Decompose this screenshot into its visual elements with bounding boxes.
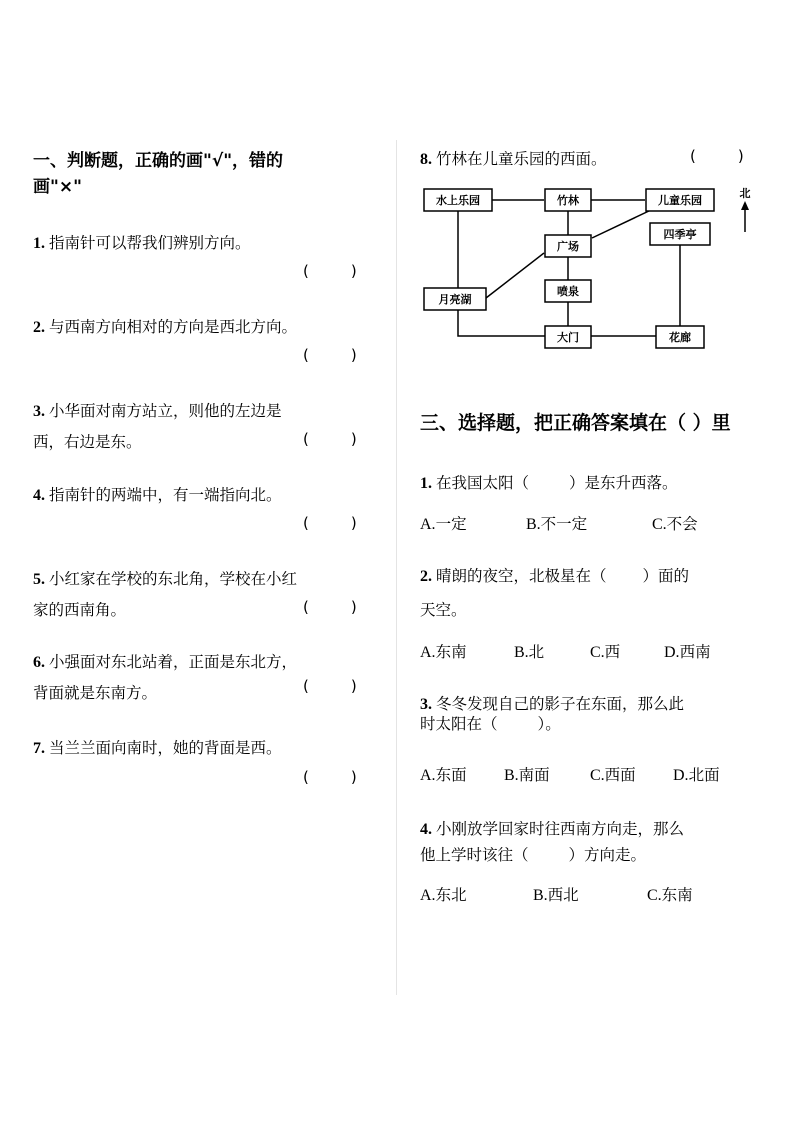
choice-question-2-line2: 天空。 <box>420 601 467 619</box>
judge-question-5: 5. 小红家在学校的东北角，学校在小红 <box>33 570 298 588</box>
choice-4-option-b[interactable]: B.西北 <box>533 886 579 904</box>
judge-question-8: 8. 竹林在儿童乐园的西面。 <box>420 150 607 168</box>
judge-question-4: 4. 指南针的两端中，有一端指向北。 <box>33 486 282 504</box>
path-plaza-moonlake <box>486 253 544 298</box>
answer-blank-6[interactable]: ( ) <box>303 677 357 695</box>
choice-1-option-c[interactable]: C.不会 <box>652 515 698 533</box>
section-one-heading-line2: 画"×" <box>33 177 82 197</box>
choice-1-option-a[interactable]: A.一定 <box>420 515 467 533</box>
map-label-bamboo: 竹林 <box>557 194 579 207</box>
choice-3-option-d[interactable]: D.北面 <box>673 766 720 784</box>
answer-blank-4[interactable]: ( ) <box>303 514 357 532</box>
map-label-fountain: 喷泉 <box>557 285 579 298</box>
judge-question-7: 7. 当兰兰面向南时，她的背面是西。 <box>33 739 282 757</box>
choice-question-3-line2: 时太阳在（ ）。 <box>420 715 561 733</box>
judge-question-3: 3. 小华面对南方站立，则他的左边是 <box>33 402 282 420</box>
choice-2-option-c[interactable]: C.西 <box>590 643 621 661</box>
choice-3-option-a[interactable]: A.东面 <box>420 766 467 784</box>
north-arrow-icon <box>741 201 749 232</box>
path-moonlake-gate <box>458 309 546 336</box>
choice-4-option-c[interactable]: C.东南 <box>647 886 693 904</box>
path-kids-plaza <box>592 210 651 238</box>
judge-question-2: 2. 与西南方向相对的方向是西北方向。 <box>33 318 298 336</box>
choice-question-4: 4. 小刚放学回家时往西南方向走，那么 <box>420 820 685 838</box>
map-label-water-park: 水上乐园 <box>436 194 480 207</box>
map-label-moon-lake: 月亮湖 <box>438 293 472 306</box>
answer-blank-2[interactable]: ( ) <box>303 346 357 364</box>
map-label-pavilion: 四季亭 <box>663 228 697 241</box>
choice-3-option-c[interactable]: C.西面 <box>590 766 636 784</box>
choice-2-option-d[interactable]: D.西南 <box>664 643 711 661</box>
choice-2-option-a[interactable]: A.东南 <box>420 643 467 661</box>
judge-question-5-line2: 家的西南角。 <box>33 601 127 619</box>
map-label-kids-park: 儿童乐园 <box>658 194 702 207</box>
answer-blank-5[interactable]: ( ) <box>303 598 357 616</box>
north-label: 北 <box>739 187 751 200</box>
map-label-gate: 大门 <box>557 331 579 344</box>
answer-blank-8[interactable]: ( ) <box>690 147 744 165</box>
judge-question-3-line2: 西，右边是东。 <box>33 433 142 451</box>
column-divider <box>396 140 397 995</box>
answer-blank-3[interactable]: ( ) <box>303 430 357 448</box>
map-label-plaza: 广场 <box>557 240 579 253</box>
choice-question-1: 1. 在我国太阳（ ）是东升西落。 <box>420 474 678 492</box>
judge-question-6: 6. 小强面对东北站着，正面是东北方， <box>33 653 298 671</box>
choice-4-option-a[interactable]: A.东北 <box>420 886 467 904</box>
judge-question-1: 1. 指南针可以帮我们辨别方向。 <box>33 234 251 252</box>
map-label-gallery: 花廊 <box>669 331 691 344</box>
judge-question-6-line2: 背面就是东南方。 <box>33 684 158 702</box>
choice-2-option-b[interactable]: B.北 <box>514 643 545 661</box>
answer-blank-1[interactable]: ( ) <box>303 262 357 280</box>
choice-question-4-line2: 他上学时该往（ ）方向走。 <box>420 846 647 864</box>
choice-3-option-b[interactable]: B.南面 <box>504 766 550 784</box>
park-map-diagram <box>418 180 763 355</box>
answer-blank-7[interactable]: ( ) <box>303 768 357 786</box>
choice-1-option-b[interactable]: B.不一定 <box>526 515 588 533</box>
choice-question-3: 3. 冬冬发现自己的影子在东面，那么此 <box>420 695 685 713</box>
choice-question-2: 2. 晴朗的夜空，北极星在（ ）面的 <box>420 567 690 585</box>
section-three-heading: 三、选择题，把正确答案填在（ ）里 <box>420 412 731 434</box>
section-one-heading-line1: 一、判断题，正确的画"√"，错的 <box>33 151 284 171</box>
